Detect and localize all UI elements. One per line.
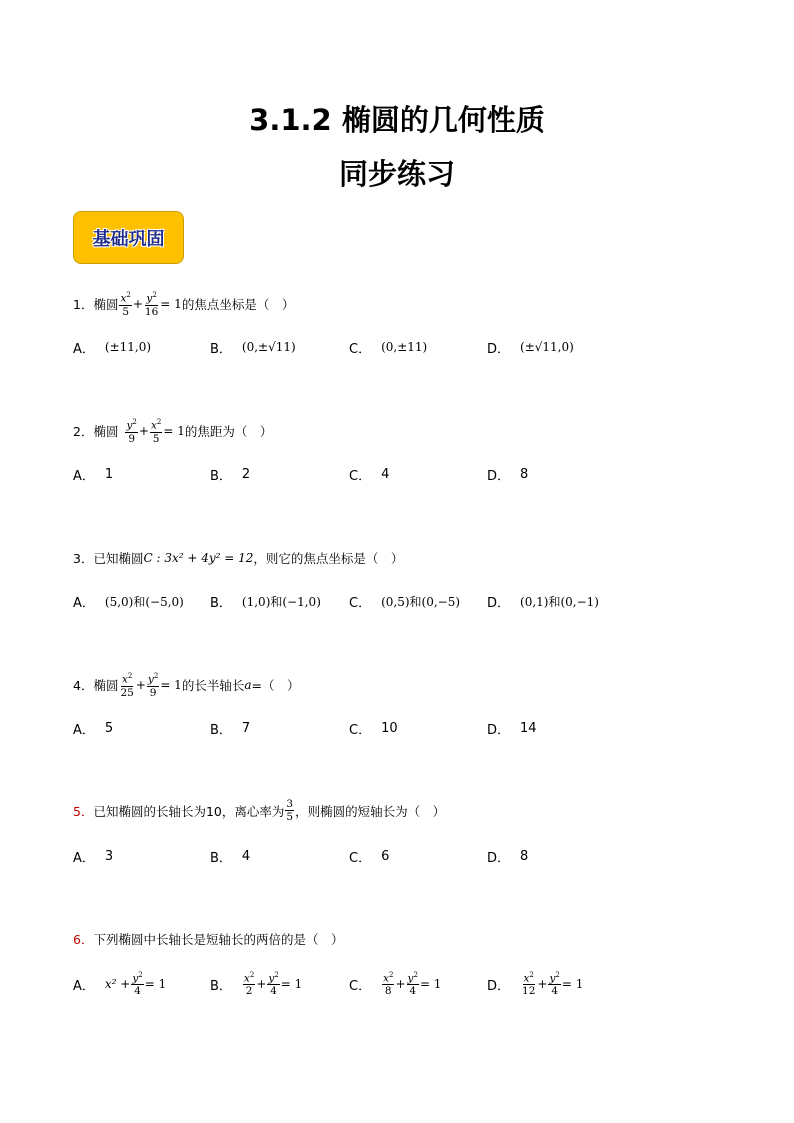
document-title: 3.1.2 椭圆的几何性质 xyxy=(249,103,545,137)
fraction: $\frac{y^2}{16}$ xyxy=(144,291,159,318)
option-b[interactable]: B． (1,0)和(−1,0) xyxy=(210,594,321,611)
fraction: $\frac{y^2}{9}$ xyxy=(126,418,137,445)
fraction: $\frac{y^2}{9}$ xyxy=(147,672,159,699)
options-2 xyxy=(73,461,633,487)
question-6 xyxy=(73,930,343,948)
fraction: $\frac{x^2}{5}$ xyxy=(150,418,162,445)
math-expression: C : 3x² + 4y² = 12 xyxy=(143,551,254,565)
option-a[interactable]: A． (5,0)和(−5,0) xyxy=(73,594,184,611)
option-c[interactable]: C． (0,5)和(0,−5) xyxy=(349,594,461,611)
question-text: ，则椭圆的短轴长为（ ） xyxy=(295,803,446,819)
question-number: 5． xyxy=(73,803,94,819)
question-text: 椭圆 xyxy=(93,678,119,694)
option-c[interactable]: C． 10 xyxy=(349,720,398,738)
options-1 xyxy=(73,334,633,360)
question-number: 3． xyxy=(73,551,94,566)
option-a[interactable]: A． 5 xyxy=(73,720,114,738)
option-d[interactable]: D． 8 xyxy=(487,466,529,484)
option-a[interactable]: A． (±11,0) xyxy=(73,340,152,357)
document-subtitle: 同步练习 xyxy=(338,157,455,191)
question-number: 1． xyxy=(73,297,94,313)
question-text: 的焦点坐标是（ ） xyxy=(181,297,295,313)
question-3 xyxy=(73,549,403,567)
question-1: 1． 椭圆 $\frac{x^2}{5}$ + $\frac{y^2}{16}$ = 1 的焦点坐标是（ ） xyxy=(73,291,295,318)
section-badge-label: 基础巩固 xyxy=(92,228,165,250)
options-5 xyxy=(73,843,633,869)
question-5 xyxy=(73,798,445,823)
option-d[interactable]: D． 14 xyxy=(487,720,537,738)
question-text: 的长半轴长 xyxy=(181,678,245,694)
options-4 xyxy=(73,715,633,741)
question-text: 已知椭圆 xyxy=(93,551,144,566)
option-b[interactable]: B． 2 xyxy=(210,466,251,484)
option-b[interactable]: B． (0,±√11) xyxy=(210,340,296,357)
fraction: $\frac{x^2}{25}$ xyxy=(120,672,134,699)
question-text: 已知椭圆的长轴长为10，离心率为 xyxy=(93,803,285,819)
fraction: $\frac{x^2}{5}$ xyxy=(120,291,131,318)
option-d[interactable]: D． $\frac{x^2}{12}$ + $\frac{y^2}{4}$ = 1 xyxy=(487,970,584,998)
option-d[interactable]: D． (±√11,0) xyxy=(487,340,574,357)
question-number: 2． xyxy=(73,424,94,440)
option-d[interactable]: D． 8 xyxy=(487,848,529,866)
option-c[interactable]: C． $\frac{x^2}{8}$ + $\frac{y^2}{4}$ = 1 xyxy=(349,970,442,998)
question-2: 2． 椭圆 $\frac{y^2}{9}$ + $\frac{x^2}{5}$ = 1 的焦距为（ ） xyxy=(73,418,273,445)
question-text: 椭圆 xyxy=(93,297,119,313)
option-a[interactable]: A． 3 xyxy=(73,848,114,866)
option-b[interactable]: B． 4 xyxy=(210,848,251,866)
fraction: $\frac{3}{5}$ xyxy=(286,798,294,824)
options-6 xyxy=(73,968,633,1000)
option-c[interactable]: C． 6 xyxy=(349,848,390,866)
option-a[interactable]: A． 1 xyxy=(73,466,114,484)
option-c[interactable]: C． (0,±11) xyxy=(349,340,428,357)
option-a[interactable]: A． x² + $\frac{y^2}{4}$ = 1 xyxy=(73,970,167,998)
question-number: 4． xyxy=(73,678,94,694)
question-text: 下列椭圆中长轴长是短轴长的两倍的是（ ） xyxy=(93,932,344,947)
question-number: 6． xyxy=(73,932,94,947)
option-b[interactable]: B． 7 xyxy=(210,720,251,738)
option-d[interactable]: D． (0,1)和(0,−1) xyxy=(487,594,599,611)
question-text: ，则它的焦点坐标是（ ） xyxy=(253,551,404,566)
options-3 xyxy=(73,588,633,614)
section-badge xyxy=(73,211,184,264)
option-c[interactable]: C． 4 xyxy=(349,466,390,484)
question-text: =（ ） xyxy=(251,678,300,694)
option-b[interactable]: B． $\frac{x^2}{2}$ + $\frac{y^2}{4}$ = 1 xyxy=(210,970,303,998)
question-4: 4． 椭圆 $\frac{x^2}{25}$ + $\frac{y^2}{9}$ = 1 的长半轴长 a =（ ） xyxy=(73,672,300,699)
question-text: 的焦距为（ ） xyxy=(184,424,273,440)
question-text: 椭圆 xyxy=(93,424,119,440)
